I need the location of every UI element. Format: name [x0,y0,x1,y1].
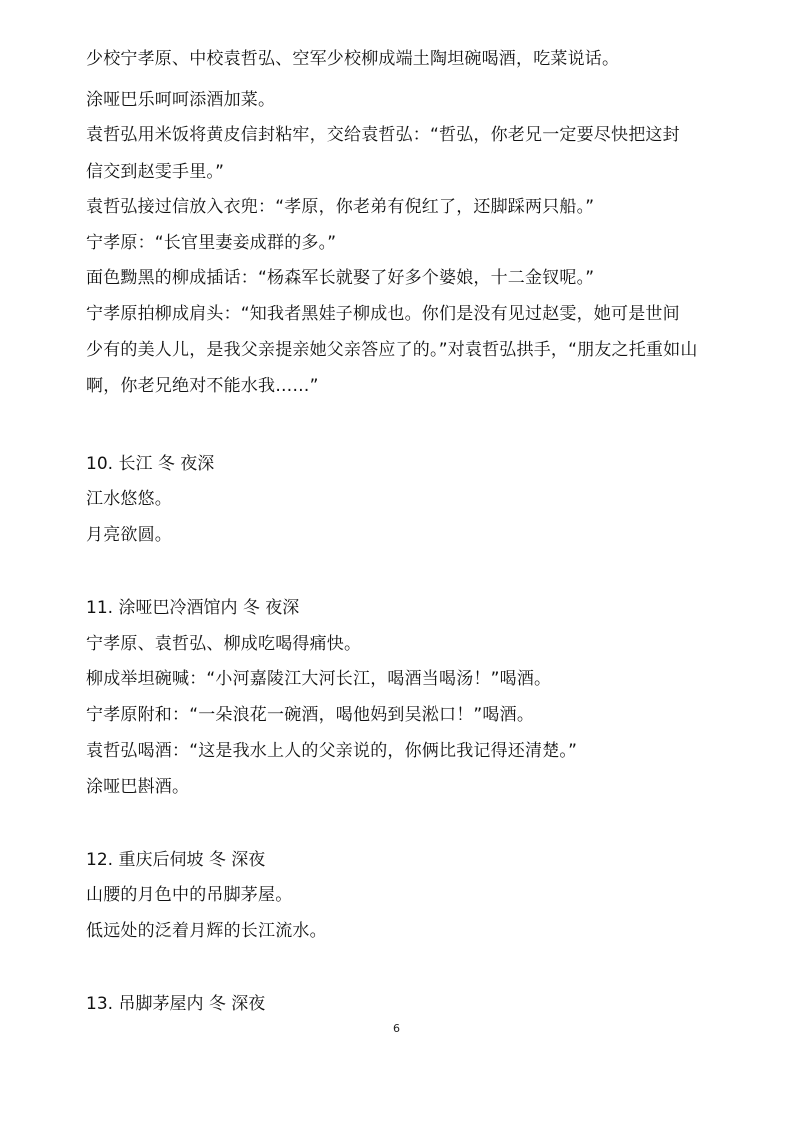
script-line: 宁孝原附和：“一朵浪花一碗酒，喝他妈到吴淞口！”喝酒。 [86,705,535,725]
scene-heading: 12. 重庆后伺坡 冬 深夜 [86,850,266,870]
scene-heading: 10. 长江 冬 夜深 [86,454,215,474]
page-number: 6 [393,1022,400,1035]
script-line: 涂哑巴斟酒。 [86,777,190,797]
script-line: 少校宁孝原、中校袁哲弘、空军少校柳成端土陶坦碗喝酒，吃菜说话。 [86,49,620,69]
script-line: 啊，你老兄绝对不能水我……” [86,376,319,396]
scene-heading: 13. 吊脚茅屋内 冬 深夜 [86,994,266,1014]
script-line: 山腰的月色中的吊脚茅屋。 [86,885,293,905]
script-line: 涂哑巴乐呵呵添酒加菜。 [86,90,276,110]
script-line: 少有的美人儿，是我父亲提亲她父亲答应了的。”对袁哲弘拱手，“朋友之托重如山 [86,340,698,360]
script-line: 面色黝黑的柳成插话：“杨森军长就娶了好多个婆娘，十二金钗呢。” [86,268,595,288]
script-line: 江水悠悠。 [86,489,172,509]
script-line: 月亮欲圆。 [86,525,172,545]
script-line: 柳成举坦碗喊：“小河嘉陵江大河长江，喝酒当喝汤！”喝酒。 [86,669,552,689]
script-line: 信交到赵雯手里。” [86,162,225,182]
script-line: 袁哲弘喝酒：“这是我水上人的父亲说的，你俩比我记得还清楚。” [86,741,578,761]
script-line: 宁孝原、袁哲弘、柳成吃喝得痛快。 [86,634,362,654]
script-line: 宁孝原：“长官里妻妾成群的多。” [86,233,337,253]
script-line: 低远处的泛着月辉的长江流水。 [86,921,327,941]
script-line: 袁哲弘接过信放入衣兜：“孝原，你老弟有倪红了，还脚踩两只船。” [86,197,595,217]
scene-heading: 11. 涂哑巴冷酒馆内 冬 夜深 [86,598,300,618]
script-line: 宁孝原拍柳成肩头：“知我者黑娃子柳成也。你们是没有见过赵雯，她可是世间 [86,304,680,324]
script-line: 袁哲弘用米饭将黄皮信封粘牢，交给袁哲弘：“哲弘，你老兄一定要尽快把这封 [86,125,680,145]
